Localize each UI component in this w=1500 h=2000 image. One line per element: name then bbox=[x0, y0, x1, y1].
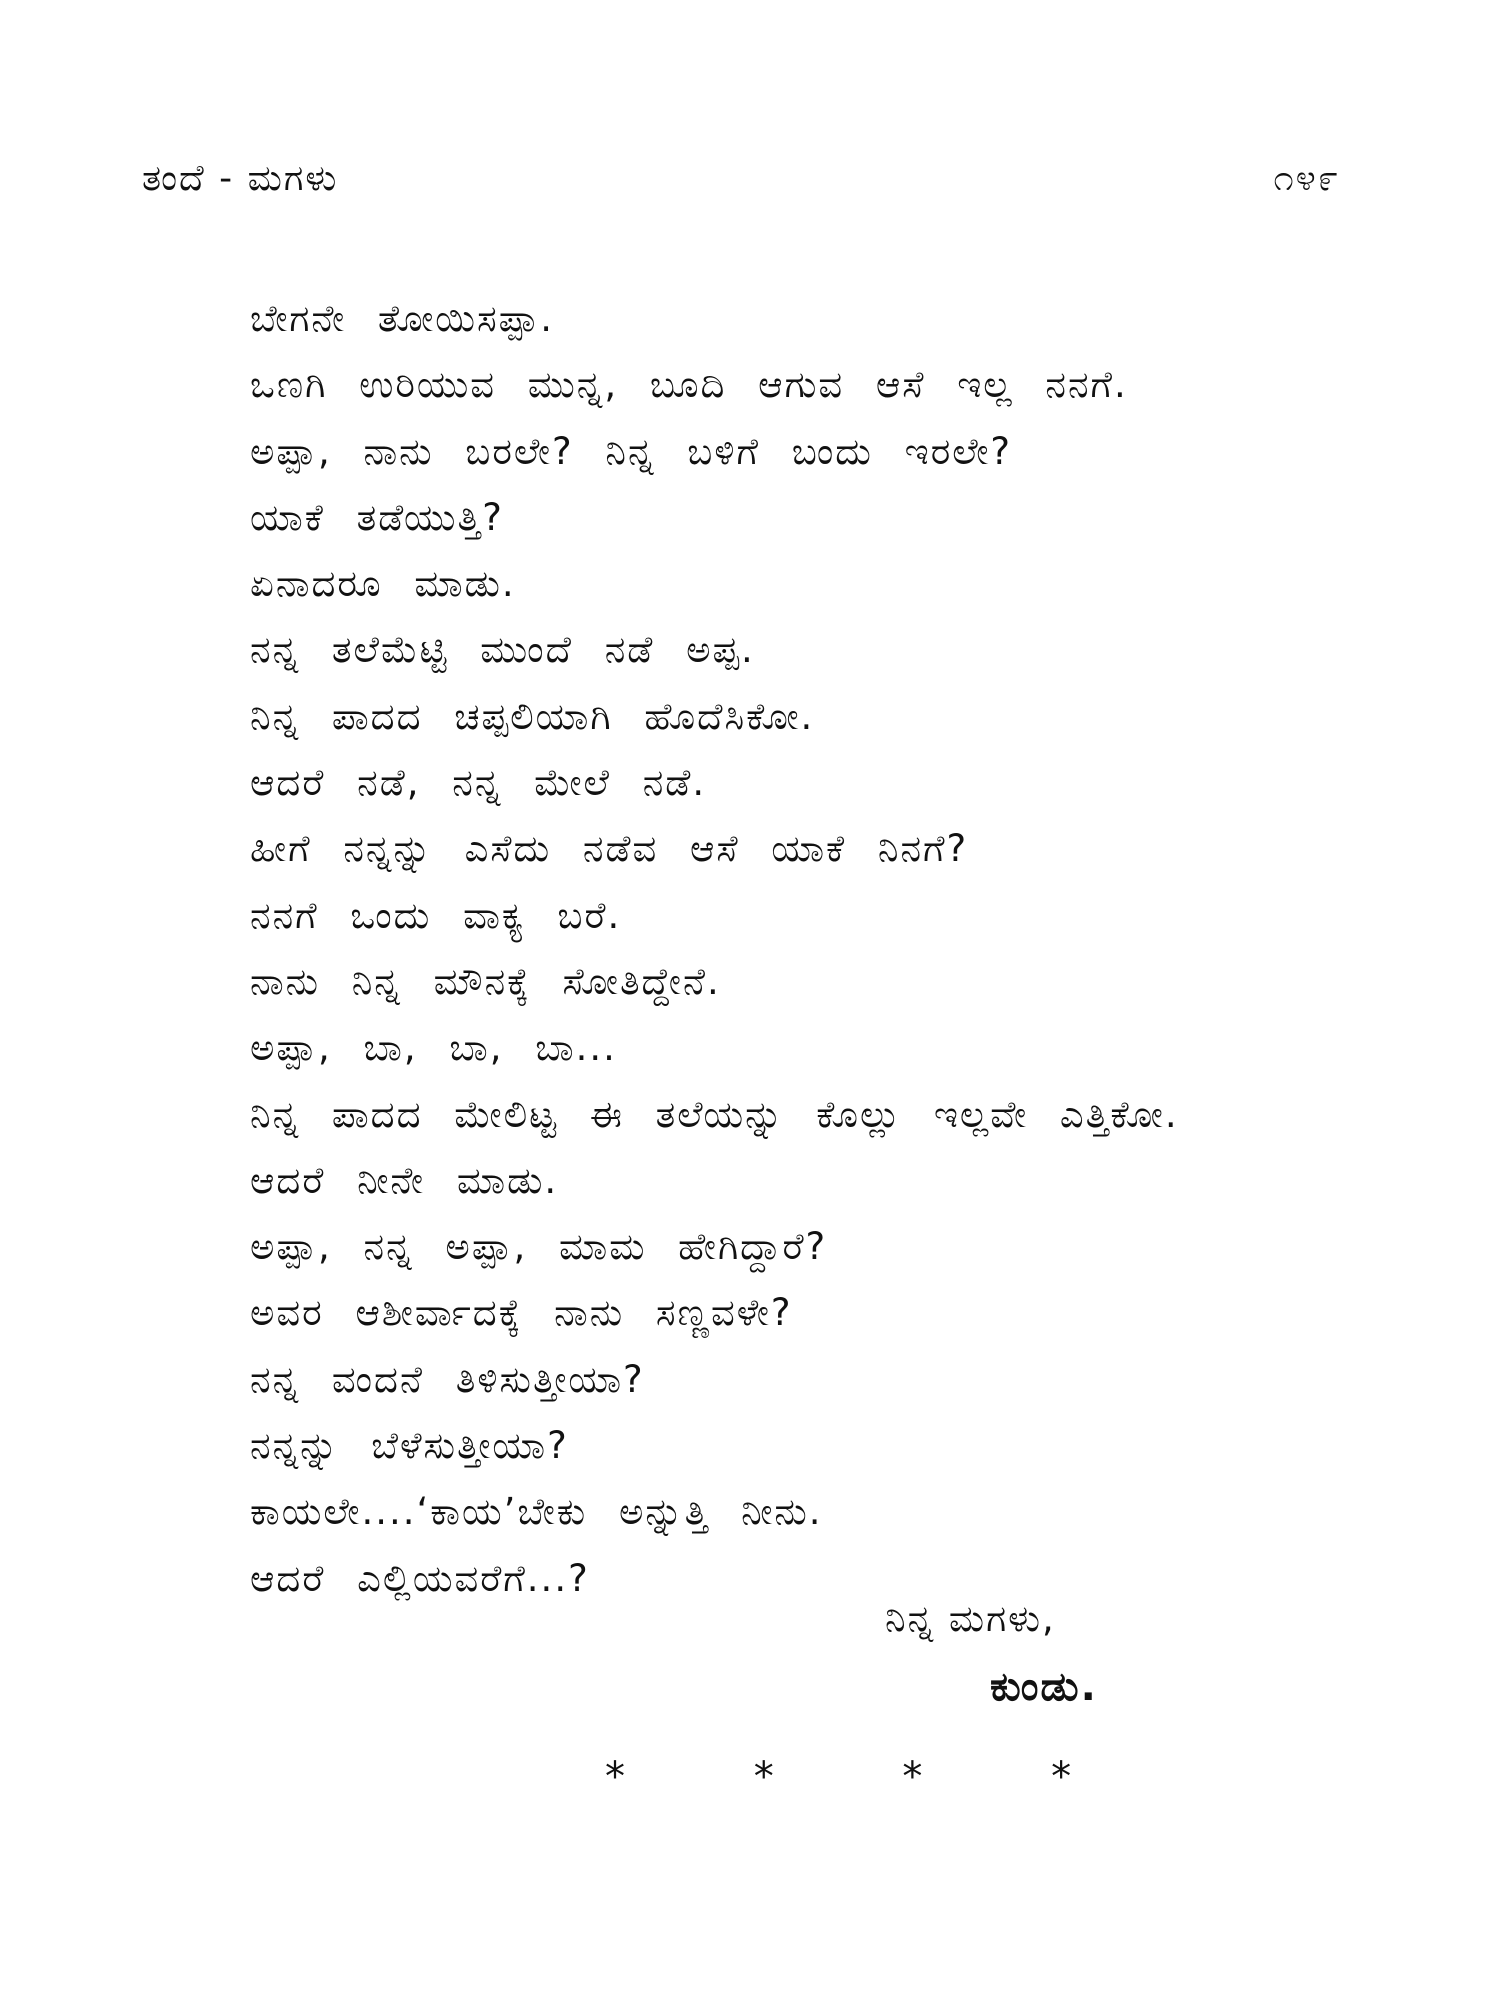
letter-signature: ಕುಂಡು. bbox=[990, 1664, 1098, 1710]
running-header-title: ತಂದೆ - ಮಗಳು bbox=[142, 158, 339, 199]
letter-body bbox=[250, 286, 1380, 1612]
letter-line: ಹೀಗೆ ನನ್ನನ್ನು ಎಸೆದು ನಡೆವ ಆಸೆ ಯಾಕೆ ನಿನಗೆ? bbox=[250, 827, 969, 871]
letter-line: ಅವರ ಆಶೀರ್ವಾದಕ್ಕೆ ನಾನು ಸಣ್ಣವಳೇ? bbox=[250, 1291, 793, 1335]
section-separator: * * * * bbox=[605, 1754, 1130, 1800]
page-number: ೧೪೯ bbox=[1273, 158, 1340, 199]
letter-line: ನಿನ್ನ ಪಾದದ ಚಪ್ಪಲಿಯಾಗಿ ಹೊದೆಸಿಕೋ. bbox=[250, 694, 815, 738]
letter-line: ಏನಾದರೂ ಮಾಡು. bbox=[250, 562, 516, 606]
letter-line: ನನ್ನ ವಂದನೆ ತಿಳಿಸುತ್ತೀಯಾ? bbox=[250, 1357, 645, 1401]
letter-line: ಯಾಕೆ ತಡೆಯುತ್ತಿ? bbox=[250, 495, 504, 539]
letter-line: ನನ್ನ ತಲೆಮೆಟ್ಟಿ ಮುಂದೆ ನಡೆ ಅಪ್ಪ. bbox=[250, 628, 755, 672]
letter-line: ಆದರೆ ಎಲ್ಲಿಯವರೆಗೆ...? bbox=[250, 1556, 590, 1600]
letter-line: ನನಗೆ ಒಂದು ವಾಕ್ಯ ಬರೆ. bbox=[250, 893, 622, 937]
letter-line: ನಿನ್ನ ಪಾದದ ಮೇಲಿಟ್ಟ ಈ ತಲೆಯನ್ನು ಕೊಲ್ಲು ಇಲ್ಲವೇ ಎತ್ತಿಕೋ. bbox=[250, 1092, 1179, 1136]
letter-line: ಅಪ್ಪಾ, ನಾನು ಬರಲೇ? ನಿನ್ನ ಬಳಿಗೆ ಬಂದು ಇರಲೇ? bbox=[250, 429, 1013, 473]
letter-line: ಅಪ್ಪಾ, ನನ್ನ ಅಪ್ಪಾ, ಮಾಮ ಹೇಗಿದ್ದಾರೆ? bbox=[250, 1225, 828, 1269]
letter-line: ಅಪ್ಪಾ, ಬಾ, ಬಾ, ಬಾ... bbox=[250, 1026, 617, 1070]
letter-line: ಒಣಗಿ ಉರಿಯುವ ಮುನ್ನ, ಬೂದಿ ಆಗುವ ಆಸೆ ಇಲ್ಲ ನನಗೆ. bbox=[250, 363, 1128, 407]
letter-line: ಆದರೆ ನೀನೇ ಮಾಡು. bbox=[250, 1158, 559, 1202]
letter-line: ಬೇಗನೇ ತೋಯಿಸಪ್ಪಾ. bbox=[250, 297, 555, 340]
letter-line: ಕಾಯಲೇ....‘ಕಾಯ’ಬೇಕು ಅನ್ನುತ್ತಿ ನೀನು. bbox=[250, 1490, 823, 1534]
letter-line: ನಾನು ನಿನ್ನ ಮೌನಕ್ಕೆ ಸೋತಿದ್ದೇನೆ. bbox=[250, 959, 721, 1003]
letter-closing: ನಿನ್ನ ಮಗಳು, bbox=[885, 1597, 1056, 1640]
letter-line: ಆದರೆ ನಡೆ, ನನ್ನ ಮೇಲೆ ನಡೆ. bbox=[250, 761, 707, 805]
letter-line: ನನ್ನನ್ನು ಬೆಳೆಸುತ್ತೀಯಾ? bbox=[250, 1424, 569, 1468]
